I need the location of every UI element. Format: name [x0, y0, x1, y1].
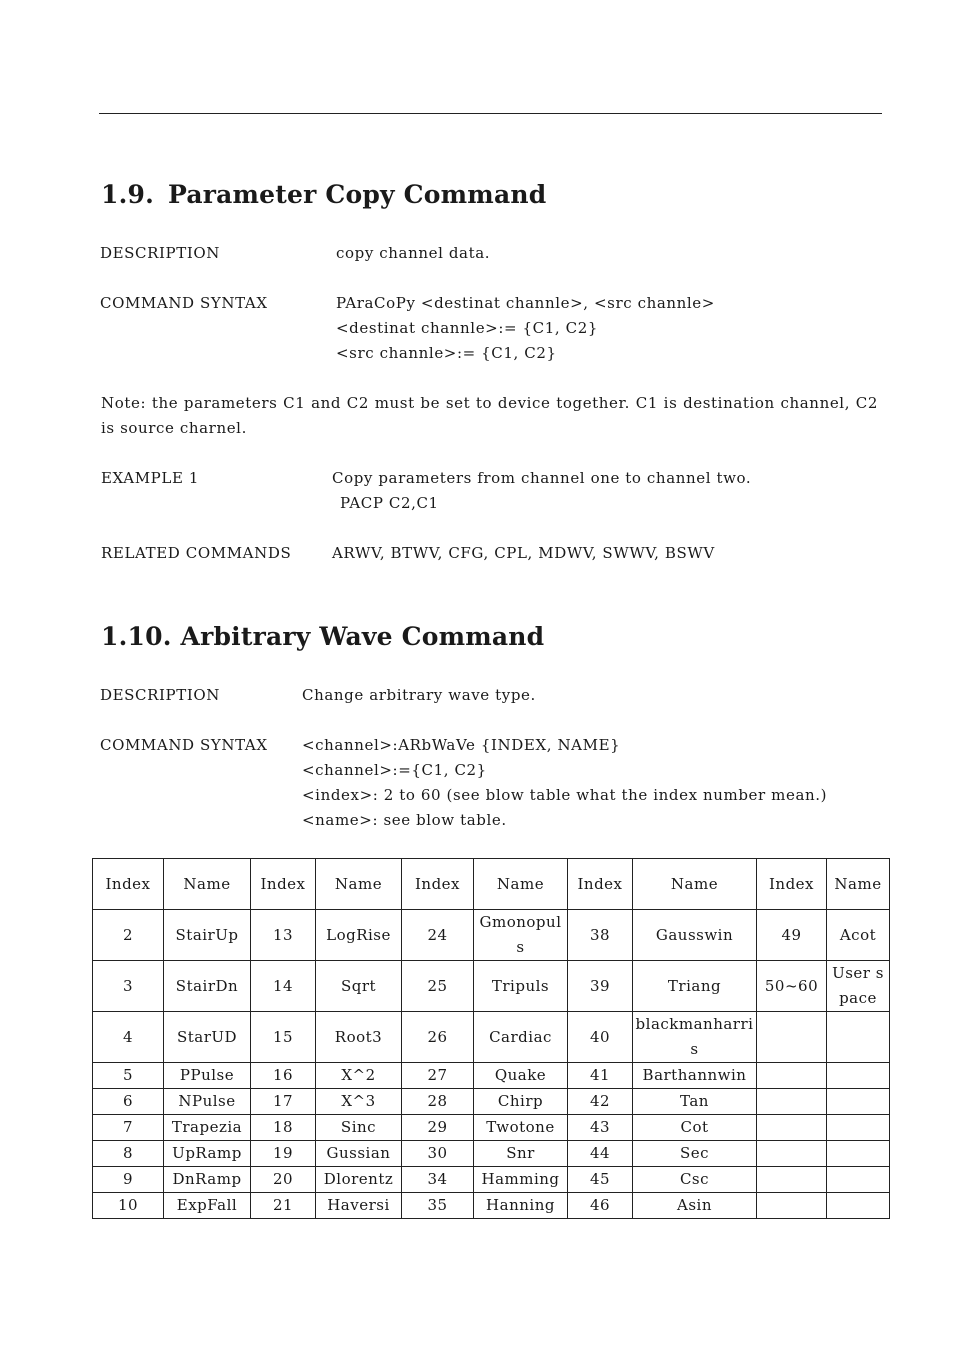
table-cell: DnRamp: [164, 1167, 251, 1193]
table-cell: StarUD: [164, 1012, 251, 1063]
table-cell: Sqrt: [316, 961, 402, 1012]
table-cell: Gmonopuls: [474, 910, 568, 961]
table-cell: PPulse: [164, 1063, 251, 1089]
table-cell: X^3: [316, 1089, 402, 1115]
table-cell: 17: [251, 1089, 316, 1115]
table-cell: 5: [93, 1063, 164, 1089]
description-label: DESCRIPTION: [100, 244, 220, 262]
header-cell: Name: [164, 859, 251, 910]
table-cell: 19: [251, 1141, 316, 1167]
table-row: [93, 1012, 890, 1063]
arb-wave-table: [92, 858, 890, 1219]
table-cell: 27: [402, 1063, 474, 1089]
table-cell: Tripuls: [474, 961, 568, 1012]
table-cell: Gussian: [316, 1141, 402, 1167]
table-cell: StairDn: [164, 961, 251, 1012]
table-cell: 3: [93, 961, 164, 1012]
table-cell: [827, 1167, 890, 1193]
description-label: DESCRIPTION: [100, 686, 220, 704]
header-cell: Name: [827, 859, 890, 910]
table-cell: 21: [251, 1193, 316, 1219]
table-cell: 15: [251, 1012, 316, 1063]
table-cell: Twotone: [474, 1115, 568, 1141]
table-cell: 39: [568, 961, 633, 1012]
table-cell: Sinc: [316, 1115, 402, 1141]
table-cell: 20: [251, 1167, 316, 1193]
table-cell: 29: [402, 1115, 474, 1141]
table-cell: 24: [402, 910, 474, 961]
table-row: [93, 910, 890, 961]
table-row: [93, 1089, 890, 1115]
table-cell: Hanning: [474, 1193, 568, 1219]
table-cell: 46: [568, 1193, 633, 1219]
syntax-line: <src channle>:= {C1, C2}: [336, 344, 557, 362]
syntax-line: <channel>:={C1, C2}: [302, 761, 487, 779]
table-cell: Quake: [474, 1063, 568, 1089]
table-cell: 35: [402, 1193, 474, 1219]
syntax-label: COMMAND SYNTAX: [100, 294, 268, 312]
table-cell: [757, 1193, 827, 1219]
table-cell: Trapezia: [164, 1115, 251, 1141]
table-cell: 10: [93, 1193, 164, 1219]
table-cell: 49: [757, 910, 827, 961]
syntax-line: <channel>:ARbWaVe {INDEX, NAME}: [302, 736, 621, 754]
table-cell: LogRise: [316, 910, 402, 961]
header-cell: Name: [633, 859, 757, 910]
table-cell: Haversi: [316, 1193, 402, 1219]
header-cell: Name: [474, 859, 568, 910]
table-cell: 34: [402, 1167, 474, 1193]
header-cell: Index: [757, 859, 827, 910]
table-cell: Gausswin: [633, 910, 757, 961]
table-cell: Cardiac: [474, 1012, 568, 1063]
header-cell: Index: [251, 859, 316, 910]
table-cell: Hamming: [474, 1167, 568, 1193]
description-text: Change arbitrary wave type.: [302, 686, 536, 704]
table-header-row: [93, 859, 890, 910]
table-cell: [827, 1063, 890, 1089]
table-row: [93, 1115, 890, 1141]
table-cell: 41: [568, 1063, 633, 1089]
table-cell: 40: [568, 1012, 633, 1063]
table-row: [93, 961, 890, 1012]
table-cell: Snr: [474, 1141, 568, 1167]
table-cell: NPulse: [164, 1089, 251, 1115]
table-cell: 18: [251, 1115, 316, 1141]
table-row: [93, 1167, 890, 1193]
table-cell: 16: [251, 1063, 316, 1089]
related-commands: ARWV, BTWV, CFG, CPL, MDWV, SWWV, BSWV: [332, 544, 715, 562]
table-cell: 28: [402, 1089, 474, 1115]
table-row: [93, 1193, 890, 1219]
table-cell: 9: [93, 1167, 164, 1193]
table-cell: Asin: [633, 1193, 757, 1219]
table-cell: Csc: [633, 1167, 757, 1193]
description-text: copy channel data.: [336, 244, 491, 262]
table-cell: 38: [568, 910, 633, 961]
table-cell: Acot: [827, 910, 890, 961]
table-cell: 13: [251, 910, 316, 961]
table-cell: 30: [402, 1141, 474, 1167]
header-rule: [99, 113, 882, 114]
table-cell: 43: [568, 1115, 633, 1141]
table-cell: 6: [93, 1089, 164, 1115]
table-cell: [757, 1115, 827, 1141]
table-cell: [757, 1012, 827, 1063]
table-cell: [827, 1089, 890, 1115]
example-line: Copy parameters from channel one to channel two.: [332, 469, 752, 487]
table-cell: 42: [568, 1089, 633, 1115]
table-cell: 2: [93, 910, 164, 961]
syntax-line: <name>: see blow table.: [302, 811, 507, 829]
syntax-line: PAraCoPy <destinat channle>, <src channle>: [336, 294, 715, 312]
table-cell: Chirp: [474, 1089, 568, 1115]
table-cell: [827, 1193, 890, 1219]
section-heading-1-9: [101, 180, 546, 209]
section-number: 1.10.: [101, 622, 172, 651]
table-cell: Sec: [633, 1141, 757, 1167]
table-cell: Triang: [633, 961, 757, 1012]
example-label: EXAMPLE 1: [101, 469, 200, 487]
section-title: Arbitrary Wave Command: [180, 622, 545, 651]
header-cell: Name: [316, 859, 402, 910]
table-cell: 25: [402, 961, 474, 1012]
table-cell: [827, 1141, 890, 1167]
table-row: [93, 1141, 890, 1167]
table-cell: Cot: [633, 1115, 757, 1141]
table-row: [93, 1063, 890, 1089]
table-cell: 45: [568, 1167, 633, 1193]
table-cell: 44: [568, 1141, 633, 1167]
table-cell: [827, 1012, 890, 1063]
table-cell: [827, 1115, 890, 1141]
table-cell: User space: [827, 961, 890, 1012]
table-cell: StairUp: [164, 910, 251, 961]
syntax-line: <index>: 2 to 60 (see blow table what the index number mean.): [302, 786, 828, 804]
table-cell: Root3: [316, 1012, 402, 1063]
note-paragraph: Note: the parameters C1 and C2 must be set to device together. C1 is destination channel, C2 is source charnel.: [101, 394, 878, 437]
syntax-line: <destinat channle>:= {C1, C2}: [336, 319, 598, 337]
section-number: 1.9.: [101, 180, 154, 209]
table-cell: 50~60: [757, 961, 827, 1012]
table-cell: blackmanharris: [633, 1012, 757, 1063]
table-cell: Dlorentz: [316, 1167, 402, 1193]
table-cell: Barthannwin: [633, 1063, 757, 1089]
table-cell: [757, 1063, 827, 1089]
table-cell: 14: [251, 961, 316, 1012]
table-cell: 7: [93, 1115, 164, 1141]
table-cell: ExpFall: [164, 1193, 251, 1219]
table-cell: Tan: [633, 1089, 757, 1115]
table-cell: 4: [93, 1012, 164, 1063]
table-cell: [757, 1167, 827, 1193]
section-heading-1-10: [101, 622, 544, 651]
table-cell: 8: [93, 1141, 164, 1167]
syntax-label: COMMAND SYNTAX: [100, 736, 268, 754]
header-cell: Index: [568, 859, 633, 910]
table-cell: 26: [402, 1012, 474, 1063]
example-command: PACP C2,C1: [340, 494, 439, 512]
related-label: RELATED COMMANDS: [101, 544, 292, 562]
header-cell: Index: [402, 859, 474, 910]
table-cell: [757, 1089, 827, 1115]
table-cell: [757, 1141, 827, 1167]
section-title: Parameter Copy Command: [168, 180, 547, 209]
table-cell: X^2: [316, 1063, 402, 1089]
header-cell: Index: [93, 859, 164, 910]
table-cell: UpRamp: [164, 1141, 251, 1167]
